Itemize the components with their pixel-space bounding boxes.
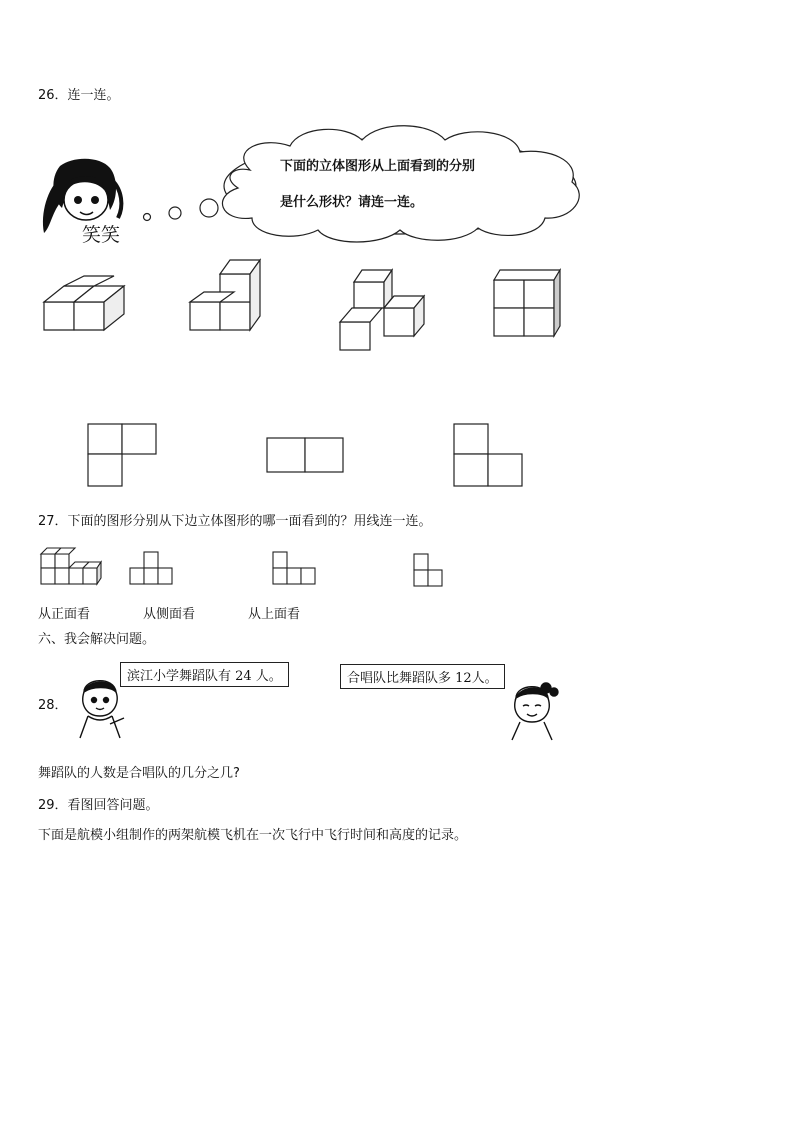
q26-title: 26．连一连。 [38,88,120,103]
q27-label-front: 从正面看 [38,607,91,622]
solid-figure-4 [488,264,572,342]
section6-title: 六、我会解决问题。 [38,632,156,647]
q29-title: 29．看图回答问题。 [38,798,159,813]
q29-text: 下面是航模小组制作的两架航模飞机在一次飞行中飞行时间和高度的记录。 [38,828,468,843]
q27-view-b [271,548,321,586]
solid-figure-2 [186,256,266,334]
plan-view-2 [265,436,347,474]
q27-title: 27．下面的图形分别从下边立体图形的哪一面看到的？用线连一连。 [38,514,432,529]
bubble-line-1: 下面的立体图形从上面看到的分别 [280,159,476,174]
q27-view-a [128,548,178,586]
character-label: 笑笑 [82,224,121,246]
plan-view-3 [452,422,526,488]
q27-solid-figure [38,544,102,588]
q27-label-top: 从上面看 [248,607,301,622]
girl2-character-icon [502,680,562,742]
q27-label-side: 从侧面看 [143,607,196,622]
bubble-line-2: 是什么形状？请连一连。 [280,195,424,210]
q27-view-c [412,548,452,590]
q28-question: 舞蹈队的人数是合唱队的几分之几? [38,766,240,781]
solid-figure-3 [336,266,428,356]
speech-bubble-2: 合唱队比舞蹈队多 12人。 [340,664,505,689]
speech-bubble-1: 滨江小学舞蹈队有 24 人。 [120,662,289,687]
solid-figure-1 [40,272,130,334]
q28-number: 28． [38,698,68,713]
plan-view-1 [86,422,160,488]
